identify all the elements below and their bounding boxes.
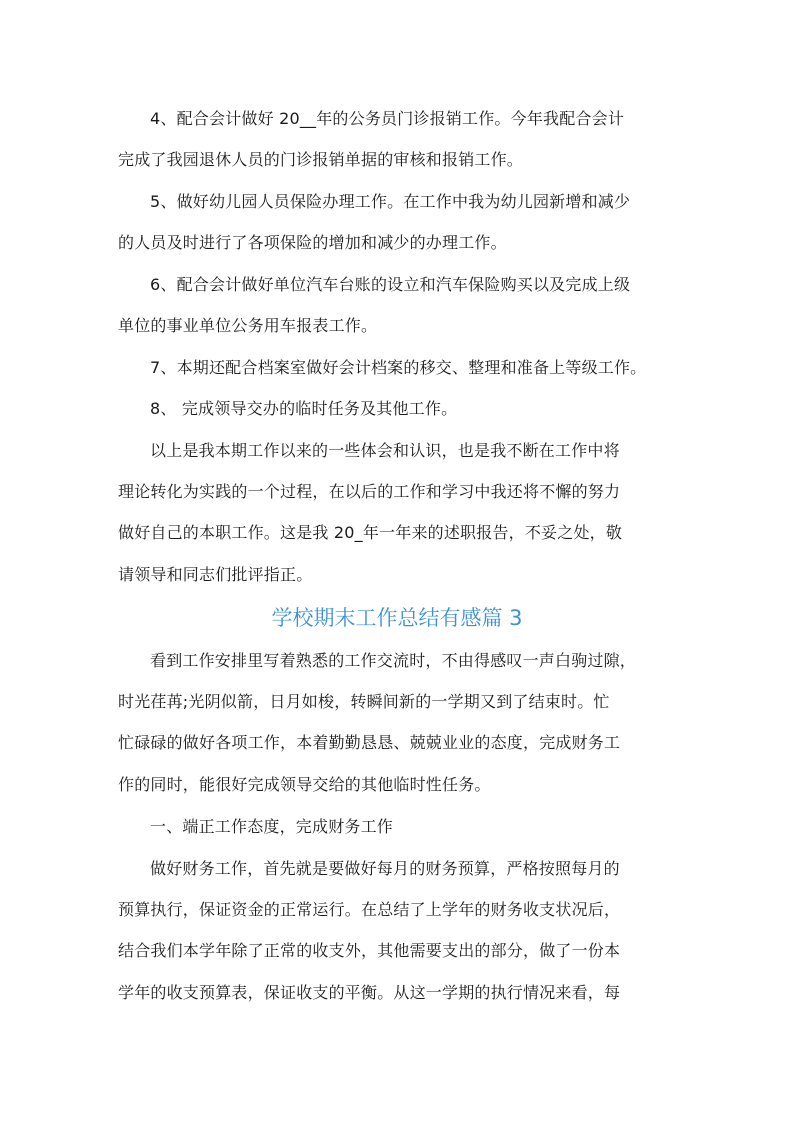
paragraph-item-8 [118,388,678,429]
text-line: 结合我们本学年除了正常的收支外，其他需要支出的部分，做了一份本 [118,941,621,961]
text-line: 预算执行，保证资金的正常运行。在总结了上学年的财务收支状况后， [118,900,621,920]
text-line: 时光荏苒;光阴似箭，日月如梭，转瞬间新的一学期又到了结束时。忙 [118,692,610,712]
text-line: 理论转化为实践的一个过程，在以后的工作和学习中我还将不懈的努力 [118,482,621,502]
paragraph-item-6 [118,264,678,346]
text-line: 忙碌碌的做好各项工作，本着勤勤恳恳、兢兢业业的态度，完成财务工 [118,733,621,753]
section-heading: 学校期末工作总结有感篇 3 [271,606,523,630]
paragraph-item-7 [118,347,678,388]
text-line: 作的同时，能很好完成领导交给的其他临时性任务。 [118,774,491,794]
text-line: 7、本期还配合档案室做好会计档案的移交、整理和准备上等级工作。 [150,358,647,377]
subsection-heading [118,806,678,847]
text-line: 以上是我本期工作以来的一些体会和认识，也是我不断在工作中将 [150,441,620,460]
text-line: 学年的收支预算表，保证收支的平衡。从这一学期的执行情况来看，每 [118,982,621,1002]
text-line: 做好财务工作，首先就是要做好每月的财务预算，严格按照每月的 [150,859,620,878]
paragraph-item-5 [118,181,678,263]
text-line: 看到工作安排里写着熟悉的工作交流时，不由得感叹一声白驹过隙， [150,651,637,670]
text-line: 完成了我园退休人员的门诊报销单据的审核和报销工作。 [118,150,524,170]
text-line: 做好自己的本职工作。这是我 20_年一年来的述职报告，不妥之处，敬 [118,523,623,543]
text-line: 6、配合会计做好单位汽车台账的设立和汽车保险购买以及完成上级 [150,275,631,294]
paragraph-intro [118,640,678,805]
paragraph-finance [118,848,678,1013]
text-line: 4、配合会计做好 20__年的公务员门诊报销工作。今年我配合会计 [150,109,625,128]
text-line: 8、 完成领导交办的临时任务及其他工作。 [150,399,458,418]
paragraph-closing [118,430,678,595]
text-line: 单位的事业单位公务用车报表工作。 [118,316,378,336]
text-line: 请领导和同志们批评指正。 [118,564,313,584]
text-line: 一、端正工作态度，完成财务工作 [150,817,394,836]
text-line: 的人员及时进行了各项保险的增加和减少的办理工作。 [118,233,507,253]
text-line: 5、做好幼儿园人员保险办理工作。在工作中我为幼儿园新增和减少 [150,192,631,211]
paragraph-item-4 [118,98,678,180]
